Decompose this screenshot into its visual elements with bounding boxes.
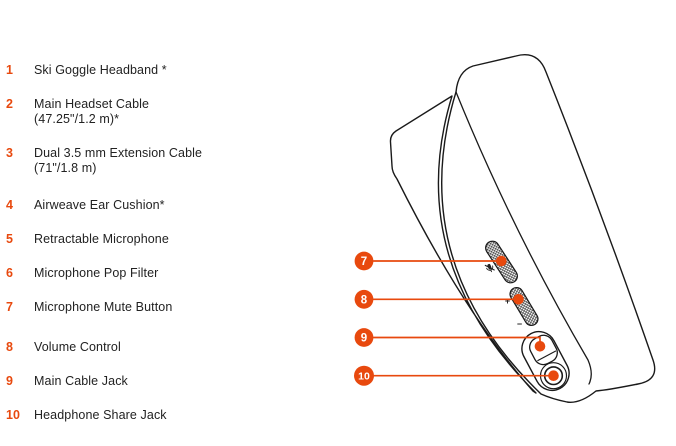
item-number: 9	[6, 374, 14, 388]
item-number: 3	[6, 146, 14, 160]
item-label: Main Headset Cable (47.25"/1.2 m)*	[34, 97, 150, 126]
leader-dot-9	[535, 341, 546, 352]
item-number: 2	[6, 97, 14, 111]
item-label: Retractable Microphone	[34, 232, 169, 246]
list-item-10	[6, 408, 306, 423]
parts-list	[6, 63, 306, 442]
item-label: Volume Control	[34, 340, 121, 354]
list-item-9	[6, 374, 306, 389]
item-label: Ski Goggle Headband *	[34, 63, 167, 77]
leader-dot-7	[496, 256, 507, 267]
callout-8-number: 8	[360, 294, 368, 307]
list-item-3	[6, 146, 306, 176]
list-item-2	[6, 97, 306, 127]
callout-9-number: 9	[360, 332, 368, 345]
item-label: Microphone Pop Filter	[34, 266, 159, 280]
headset-earcup-diagram	[340, 0, 676, 446]
item-number: 5	[6, 232, 14, 246]
item-number: 4	[6, 198, 14, 212]
callout-10-number: 10	[358, 370, 370, 383]
list-item-1	[6, 63, 306, 78]
item-label: Headphone Share Jack	[34, 408, 167, 422]
callout-7-number: 7	[360, 256, 368, 268]
item-number: 10	[6, 408, 21, 422]
item-number: 6	[6, 266, 14, 280]
leader-dot-8	[513, 294, 524, 305]
volume-plus-glyph: +	[504, 296, 511, 306]
item-label: Airweave Ear Cushion*	[34, 198, 165, 212]
item-label: Dual 3.5 mm Extension Cable (71"/1.8 m)	[34, 146, 203, 175]
item-number: 8	[6, 340, 14, 354]
item-label: Microphone Mute Button	[34, 300, 173, 314]
leader-dot-10	[548, 370, 559, 381]
item-number: 7	[6, 300, 14, 314]
volume-minus-glyph: −	[516, 319, 523, 329]
list-item-5	[6, 232, 306, 247]
item-number: 1	[6, 63, 14, 77]
list-item-7	[6, 300, 306, 315]
list-item-4	[6, 198, 306, 213]
item-label: Main Cable Jack	[34, 374, 128, 388]
list-item-8	[6, 340, 306, 355]
list-item-6	[6, 266, 306, 281]
earcup-illustration	[340, 0, 676, 446]
